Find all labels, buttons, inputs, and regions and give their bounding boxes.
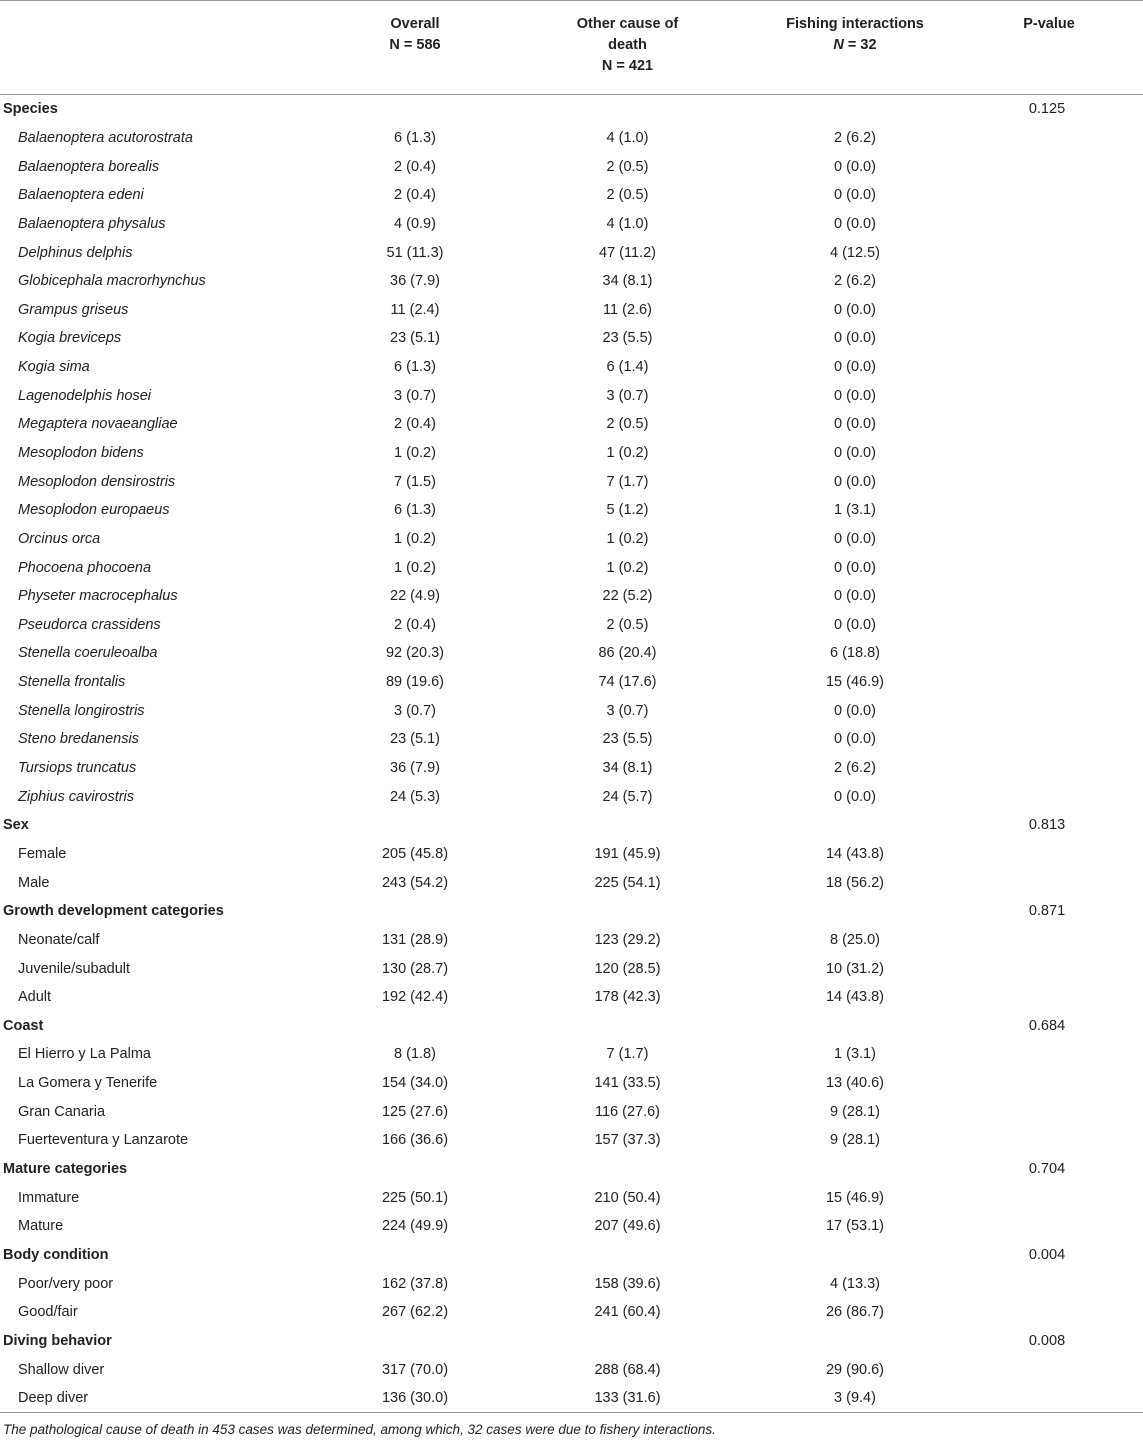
p-value-cell: 0.813 bbox=[1028, 817, 1066, 834]
header-cell-overall bbox=[330, 1, 500, 95]
header-other-line-1: Other cause of bbox=[576, 16, 679, 32]
table-row bbox=[0, 639, 1143, 668]
category-title: Growth development categories bbox=[3, 903, 224, 920]
table-row bbox=[0, 238, 1143, 267]
overall-cell: 23 (5.1) bbox=[390, 330, 440, 347]
row-label: Mesoplodon bidens bbox=[18, 445, 144, 461]
row-label: Balaenoptera acutorostrata bbox=[18, 129, 193, 146]
header-other-line-2: death bbox=[608, 37, 647, 53]
fishing-cell: 2 (6.2) bbox=[834, 129, 876, 146]
empty-cell bbox=[955, 1384, 1143, 1413]
row-label: Female bbox=[18, 845, 67, 862]
empty-cell bbox=[955, 124, 1143, 153]
overall-cell: 6 (1.3) bbox=[394, 502, 436, 519]
overall-cell: 205 (45.8) bbox=[381, 845, 449, 862]
header-other-line-3: N = 421 bbox=[601, 58, 654, 74]
header-fishing-n-rest: = 32 bbox=[843, 37, 877, 53]
table-row bbox=[0, 553, 1143, 582]
empty-cell bbox=[955, 668, 1143, 697]
other-cause-cell: 3 (0.7) bbox=[606, 702, 649, 719]
row-label: Mature bbox=[18, 1218, 64, 1235]
empty-cell bbox=[500, 811, 755, 840]
row-label: Ziphius cavirostris bbox=[18, 788, 135, 805]
row-label: Balaenoptera physalus bbox=[18, 215, 166, 232]
other-cause-cell: 7 (1.7) bbox=[606, 1046, 649, 1063]
row-label: Deep diver bbox=[0, 1384, 330, 1413]
row-label: Immature bbox=[18, 1189, 80, 1206]
row-label: Steno bredanensis bbox=[18, 731, 139, 748]
other-cause-cell: 116 (27.6) bbox=[594, 1103, 661, 1120]
fishing-cell: 0 (0.0) bbox=[834, 788, 876, 805]
row-label: Stenella frontalis bbox=[18, 674, 126, 691]
other-cause-cell: 2 (0.5) bbox=[606, 616, 649, 633]
other-cause-cell: 2 (0.5) bbox=[606, 187, 649, 204]
empty-cell bbox=[955, 754, 1143, 783]
empty-cell bbox=[330, 811, 500, 840]
table-row bbox=[0, 1384, 1143, 1413]
empty-cell bbox=[955, 840, 1143, 869]
row-label: Gran Canaria bbox=[18, 1103, 106, 1120]
other-cause-cell: 86 (20.4) bbox=[598, 645, 657, 662]
overall-cell: 22 (4.9) bbox=[390, 588, 440, 605]
row-label: La Gomera y Tenerife bbox=[18, 1075, 158, 1092]
overall-cell: 92 (20.3) bbox=[385, 645, 445, 662]
fishing-cell: 0 (0.0) bbox=[834, 731, 876, 748]
p-value-cell: 0.871 bbox=[1028, 903, 1066, 920]
row-label: Balaenoptera edeni bbox=[18, 187, 144, 204]
table-row bbox=[0, 496, 1143, 525]
overall-cell: 24 (5.3) bbox=[390, 788, 440, 805]
other-cause-cell: 3 (0.7) bbox=[606, 387, 649, 404]
other-cause-cell: 158 (39.6) bbox=[594, 1275, 661, 1292]
row-label: Fuerteventura y Lanzarote bbox=[18, 1132, 189, 1149]
table-row bbox=[0, 954, 1143, 983]
table-row bbox=[0, 467, 1143, 496]
category-row bbox=[0, 811, 1143, 840]
other-cause-cell: 47 (11.2) bbox=[599, 244, 656, 261]
overall-cell: 3 (0.7) bbox=[394, 702, 436, 719]
row-label: Pseudorca crassidens bbox=[18, 616, 161, 633]
table-row bbox=[0, 324, 1143, 353]
overall-cell: 8 (1.8) bbox=[394, 1046, 436, 1063]
empty-cell bbox=[955, 381, 1143, 410]
overall-cell: 136 (30.0) bbox=[330, 1384, 500, 1413]
other-cause-cell: 34 (8.1) bbox=[602, 760, 653, 777]
table-row bbox=[0, 124, 1143, 153]
empty-cell bbox=[955, 410, 1143, 439]
fishing-cell: 0 (0.0) bbox=[834, 301, 876, 318]
table-row bbox=[0, 582, 1143, 611]
header-overall-line-2: N = 586 bbox=[389, 37, 441, 53]
overall-cell: 317 (70.0) bbox=[381, 1361, 449, 1378]
other-cause-cell: 241 (60.4) bbox=[594, 1304, 661, 1321]
overall-cell: 267 (62.2) bbox=[381, 1304, 449, 1321]
fishing-cell: 0 (0.0) bbox=[834, 359, 876, 376]
table-row bbox=[0, 1126, 1143, 1155]
overall-cell: 2 (0.4) bbox=[394, 416, 436, 433]
table-row bbox=[0, 210, 1143, 239]
row-label: Delphinus delphis bbox=[18, 244, 133, 261]
empty-cell bbox=[755, 95, 955, 124]
other-cause-cell: 157 (37.3) bbox=[594, 1132, 661, 1149]
header-cell-other-cause bbox=[500, 1, 755, 95]
table-row bbox=[0, 782, 1143, 811]
empty-cell bbox=[500, 1155, 755, 1184]
header-fishing-n-italic: N bbox=[833, 37, 844, 53]
other-cause-cell: 123 (29.2) bbox=[594, 931, 661, 948]
fishing-cell: 0 (0.0) bbox=[834, 616, 876, 633]
p-value-cell: 0.684 bbox=[1028, 1017, 1066, 1034]
fishing-cell: 2 (6.2) bbox=[834, 273, 876, 290]
empty-cell bbox=[955, 1097, 1143, 1126]
row-label: Balaenoptera borealis bbox=[18, 158, 160, 175]
table-row bbox=[0, 1212, 1143, 1241]
empty-cell bbox=[955, 696, 1143, 725]
other-cause-cell: 120 (28.5) bbox=[594, 960, 661, 977]
overall-cell: 1 (0.2) bbox=[394, 559, 436, 576]
row-label: Good/fair bbox=[18, 1304, 78, 1321]
table-row bbox=[0, 926, 1143, 955]
row-label: Tursiops truncatus bbox=[18, 760, 137, 777]
row-label: Neonate/calf bbox=[18, 931, 100, 948]
table-row bbox=[0, 1269, 1143, 1298]
other-cause-cell: 4 (1.0) bbox=[606, 215, 649, 232]
empty-cell bbox=[955, 496, 1143, 525]
table-row bbox=[0, 668, 1143, 697]
fishing-cell: 14 (43.8) bbox=[825, 845, 885, 862]
fishing-cell: 0 (0.0) bbox=[834, 387, 876, 404]
category-row bbox=[0, 1327, 1143, 1356]
fishing-cell: 3 (9.4) bbox=[755, 1384, 955, 1413]
empty-cell bbox=[955, 553, 1143, 582]
fishing-cell: 0 (0.0) bbox=[834, 215, 876, 232]
fishing-cell: 8 (25.0) bbox=[830, 931, 880, 948]
empty-cell bbox=[955, 1269, 1143, 1298]
empty-cell bbox=[330, 1241, 500, 1270]
header-cell-variable bbox=[0, 1, 330, 95]
table-row bbox=[0, 1355, 1143, 1384]
empty-cell bbox=[955, 1040, 1143, 1069]
fishing-cell: 4 (13.3) bbox=[830, 1275, 880, 1292]
category-title: Body condition bbox=[3, 1246, 109, 1263]
table-row bbox=[0, 353, 1143, 382]
table-body bbox=[0, 95, 1143, 1413]
empty-cell bbox=[330, 897, 500, 926]
other-cause-cell: 2 (0.5) bbox=[606, 158, 649, 175]
category-row bbox=[0, 1241, 1143, 1270]
row-label: Mesoplodon densirostris bbox=[18, 473, 176, 490]
fishing-cell: 2 (6.2) bbox=[834, 760, 876, 777]
empty-cell bbox=[500, 95, 755, 124]
row-label: Shallow diver bbox=[18, 1361, 105, 1378]
table-footnote: The pathological cause of death in 453 cases was determined, among which, 32 cases were due to fishery interactions. bbox=[3, 1422, 716, 1438]
p-value-cell: 0.125 bbox=[1028, 101, 1066, 118]
category-row bbox=[0, 1012, 1143, 1041]
fishing-cell: 0 (0.0) bbox=[834, 187, 876, 204]
empty-cell bbox=[755, 1012, 955, 1041]
category-title: Sex bbox=[3, 817, 29, 834]
header-cell-fishing bbox=[755, 1, 955, 95]
overall-cell: 36 (7.9) bbox=[390, 273, 440, 290]
category-title: Diving behavior bbox=[3, 1332, 112, 1349]
other-cause-cell: 34 (8.1) bbox=[602, 273, 653, 290]
empty-cell bbox=[500, 1012, 755, 1041]
category-title: Mature categories bbox=[3, 1161, 128, 1178]
p-value-cell: 0.004 bbox=[1028, 1246, 1066, 1263]
fishing-cell: 6 (18.8) bbox=[830, 645, 880, 662]
row-label: Physeter macrocephalus bbox=[18, 588, 178, 605]
category-title: Species bbox=[3, 101, 58, 118]
overall-cell: 192 (42.4) bbox=[381, 989, 449, 1006]
header-fishing-line-2 bbox=[756, 35, 954, 56]
empty-cell bbox=[955, 868, 1143, 897]
table-row bbox=[0, 1298, 1143, 1327]
fishing-cell: 0 (0.0) bbox=[834, 416, 876, 433]
empty-cell bbox=[955, 210, 1143, 239]
header-cell-p-value bbox=[955, 1, 1143, 95]
table-row bbox=[0, 611, 1143, 640]
fishing-cell: 0 (0.0) bbox=[834, 559, 876, 576]
other-cause-cell: 23 (5.5) bbox=[602, 731, 653, 748]
empty-cell bbox=[955, 639, 1143, 668]
table-row bbox=[0, 410, 1143, 439]
fishing-cell: 18 (56.2) bbox=[825, 874, 885, 891]
fishing-cell: 1 (3.1) bbox=[834, 502, 876, 519]
table-row bbox=[0, 754, 1143, 783]
empty-cell bbox=[500, 1241, 755, 1270]
table-row bbox=[0, 840, 1143, 869]
row-label: Male bbox=[18, 874, 50, 891]
overall-cell: 1 (0.2) bbox=[394, 530, 436, 547]
row-label: Kogia breviceps bbox=[18, 330, 122, 347]
header-row bbox=[0, 1, 1143, 95]
fishing-cell: 0 (0.0) bbox=[834, 702, 876, 719]
overall-cell: 36 (7.9) bbox=[390, 760, 440, 777]
empty-cell bbox=[955, 1069, 1143, 1098]
row-label: Stenella coeruleoalba bbox=[18, 645, 158, 662]
overall-cell: 4 (0.9) bbox=[394, 215, 436, 232]
row-label: Juvenile/subadult bbox=[18, 960, 131, 977]
empty-cell bbox=[955, 295, 1143, 324]
empty-cell bbox=[755, 1155, 955, 1184]
empty-cell bbox=[755, 1241, 955, 1270]
overall-cell: 154 (34.0) bbox=[381, 1075, 449, 1092]
other-cause-cell: 178 (42.3) bbox=[594, 989, 661, 1006]
empty-cell bbox=[955, 467, 1143, 496]
table-row bbox=[0, 295, 1143, 324]
fishing-cell: 0 (0.0) bbox=[834, 158, 876, 175]
row-label: Orcinus orca bbox=[18, 530, 101, 547]
empty-cell bbox=[955, 582, 1143, 611]
other-cause-cell: 1 (0.2) bbox=[606, 530, 649, 547]
overall-cell: 2 (0.4) bbox=[394, 187, 436, 204]
table-row bbox=[0, 1040, 1143, 1069]
empty-cell bbox=[330, 1327, 500, 1356]
empty-cell bbox=[955, 324, 1143, 353]
other-cause-cell: 1 (0.2) bbox=[606, 559, 649, 576]
other-cause-cell: 207 (49.6) bbox=[594, 1218, 661, 1235]
empty-cell bbox=[955, 1183, 1143, 1212]
row-label: Globicephala macrorhynchus bbox=[18, 273, 206, 290]
overall-cell: 1 (0.2) bbox=[394, 445, 436, 461]
row-label: Stenella longirostris bbox=[18, 702, 145, 719]
header-pvalue-line-1: P-value bbox=[1023, 16, 1075, 32]
overall-cell: 224 (49.9) bbox=[381, 1218, 449, 1235]
empty-cell bbox=[955, 1126, 1143, 1155]
p-value-cell: 0.008 bbox=[1028, 1332, 1066, 1349]
row-label: Mesoplodon europaeus bbox=[18, 502, 170, 519]
fishing-cell: 4 (12.5) bbox=[830, 244, 880, 261]
other-cause-cell: 225 (54.1) bbox=[594, 874, 661, 891]
empty-cell bbox=[955, 1298, 1143, 1327]
empty-cell bbox=[755, 897, 955, 926]
other-cause-cell: 1 (0.2) bbox=[606, 445, 649, 461]
empty-cell bbox=[755, 1327, 955, 1356]
other-cause-cell: 5 (1.2) bbox=[606, 502, 649, 519]
empty-cell bbox=[955, 954, 1143, 983]
empty-cell bbox=[955, 238, 1143, 267]
empty-cell bbox=[500, 1327, 755, 1356]
fishing-cell: 15 (46.9) bbox=[825, 1189, 885, 1206]
empty-cell bbox=[955, 983, 1143, 1012]
empty-cell bbox=[955, 525, 1143, 554]
overall-cell: 6 (1.3) bbox=[394, 129, 436, 146]
empty-cell bbox=[330, 1012, 500, 1041]
p-value-cell: 0.704 bbox=[1028, 1161, 1066, 1178]
table-row bbox=[0, 381, 1143, 410]
empty-cell bbox=[755, 811, 955, 840]
empty-cell bbox=[330, 95, 500, 124]
other-cause-cell: 210 (50.4) bbox=[594, 1189, 661, 1206]
other-cause-cell: 11 (2.6) bbox=[603, 301, 652, 318]
table-row bbox=[0, 439, 1143, 468]
overall-cell: 162 (37.8) bbox=[381, 1275, 449, 1292]
empty-cell bbox=[955, 782, 1143, 811]
table-row bbox=[0, 868, 1143, 897]
overall-cell: 125 (27.6) bbox=[381, 1103, 449, 1120]
table-row bbox=[0, 696, 1143, 725]
empty-cell bbox=[955, 353, 1143, 382]
overall-cell: 131 (28.9) bbox=[381, 931, 449, 948]
table-row bbox=[0, 525, 1143, 554]
table-row bbox=[0, 1183, 1143, 1212]
table-row bbox=[0, 725, 1143, 754]
empty-cell bbox=[955, 439, 1143, 468]
empty-cell bbox=[500, 897, 755, 926]
overall-cell: 7 (1.5) bbox=[394, 473, 436, 490]
empty-cell bbox=[955, 181, 1143, 210]
other-cause-cell: 74 (17.6) bbox=[598, 674, 657, 691]
row-label: Grampus griseus bbox=[18, 301, 129, 318]
overall-cell: 225 (50.1) bbox=[381, 1189, 449, 1206]
table-row bbox=[0, 152, 1143, 181]
empty-cell bbox=[955, 267, 1143, 296]
row-label: El Hierro y La Palma bbox=[18, 1046, 151, 1063]
row-label: Megaptera novaeangliae bbox=[18, 416, 178, 433]
fishing-cell: 9 (28.1) bbox=[830, 1132, 880, 1149]
fishing-cell: 15 (46.9) bbox=[825, 674, 885, 691]
table-row bbox=[0, 267, 1143, 296]
other-cause-cell: 141 (33.5) bbox=[594, 1075, 661, 1092]
table-header bbox=[0, 1, 1143, 95]
fishing-cell: 10 (31.2) bbox=[825, 960, 885, 977]
fishing-cell: 29 (90.6) bbox=[825, 1361, 885, 1378]
fishing-cell: 14 (43.8) bbox=[825, 989, 885, 1006]
row-label: Poor/very poor bbox=[18, 1275, 114, 1292]
overall-cell: 166 (36.6) bbox=[381, 1132, 449, 1149]
other-cause-cell: 23 (5.5) bbox=[602, 330, 653, 347]
fishing-cell: 13 (40.6) bbox=[825, 1075, 885, 1092]
other-cause-cell: 4 (1.0) bbox=[606, 129, 649, 146]
other-cause-cell: 24 (5.7) bbox=[602, 788, 653, 805]
table-row bbox=[0, 181, 1143, 210]
other-cause-cell: 288 (68.4) bbox=[594, 1361, 661, 1378]
row-label: Lagenodelphis hosei bbox=[18, 387, 152, 404]
other-cause-cell: 22 (5.2) bbox=[602, 588, 653, 605]
row-label: Phocoena phocoena bbox=[18, 559, 152, 576]
header-overall-line-1: Overall bbox=[390, 16, 440, 32]
overall-cell: 3 (0.7) bbox=[394, 387, 436, 404]
overall-cell: 6 (1.3) bbox=[394, 359, 436, 376]
empty-cell bbox=[955, 1212, 1143, 1241]
fishing-cell: 0 (0.0) bbox=[834, 445, 876, 461]
empty-cell bbox=[330, 1155, 500, 1184]
category-title: Coast bbox=[3, 1017, 44, 1034]
fishing-cell: 26 (86.7) bbox=[825, 1304, 885, 1321]
fishing-cell: 0 (0.0) bbox=[834, 330, 876, 347]
table-row bbox=[0, 1097, 1143, 1126]
fishing-cell: 1 (3.1) bbox=[834, 1046, 876, 1063]
fishing-cell: 17 (53.1) bbox=[825, 1218, 885, 1235]
overall-cell: 243 (54.2) bbox=[381, 874, 449, 891]
header-fishing-line-1: Fishing interactions bbox=[786, 16, 924, 32]
row-label: Kogia sima bbox=[18, 359, 90, 376]
other-cause-cell: 191 (45.9) bbox=[594, 845, 661, 862]
empty-cell bbox=[955, 611, 1143, 640]
table-row bbox=[0, 983, 1143, 1012]
category-row bbox=[0, 897, 1143, 926]
overall-cell: 51 (11.3) bbox=[386, 244, 444, 261]
empty-cell bbox=[955, 152, 1143, 181]
overall-cell: 2 (0.4) bbox=[394, 158, 436, 175]
other-cause-cell: 133 (31.6) bbox=[500, 1384, 755, 1413]
overall-cell: 130 (28.7) bbox=[381, 960, 449, 977]
category-row bbox=[0, 1155, 1143, 1184]
other-cause-cell: 6 (1.4) bbox=[606, 359, 649, 376]
empty-cell bbox=[955, 725, 1143, 754]
other-cause-cell: 7 (1.7) bbox=[606, 473, 649, 490]
fishing-cell: 9 (28.1) bbox=[830, 1103, 880, 1120]
table-row bbox=[0, 1069, 1143, 1098]
fishing-cell: 0 (0.0) bbox=[834, 530, 876, 547]
fishing-cell: 0 (0.0) bbox=[834, 473, 876, 490]
row-label: Adult bbox=[18, 989, 52, 1006]
empty-cell bbox=[955, 926, 1143, 955]
empty-cell bbox=[955, 1355, 1143, 1384]
other-cause-cell: 2 (0.5) bbox=[606, 416, 649, 433]
overall-cell: 2 (0.4) bbox=[394, 616, 436, 633]
fishing-cell: 0 (0.0) bbox=[834, 588, 876, 605]
overall-cell: 23 (5.1) bbox=[390, 731, 440, 748]
overall-cell: 11 (2.4) bbox=[390, 301, 440, 318]
overall-cell: 89 (19.6) bbox=[385, 674, 445, 691]
category-row bbox=[0, 95, 1143, 124]
